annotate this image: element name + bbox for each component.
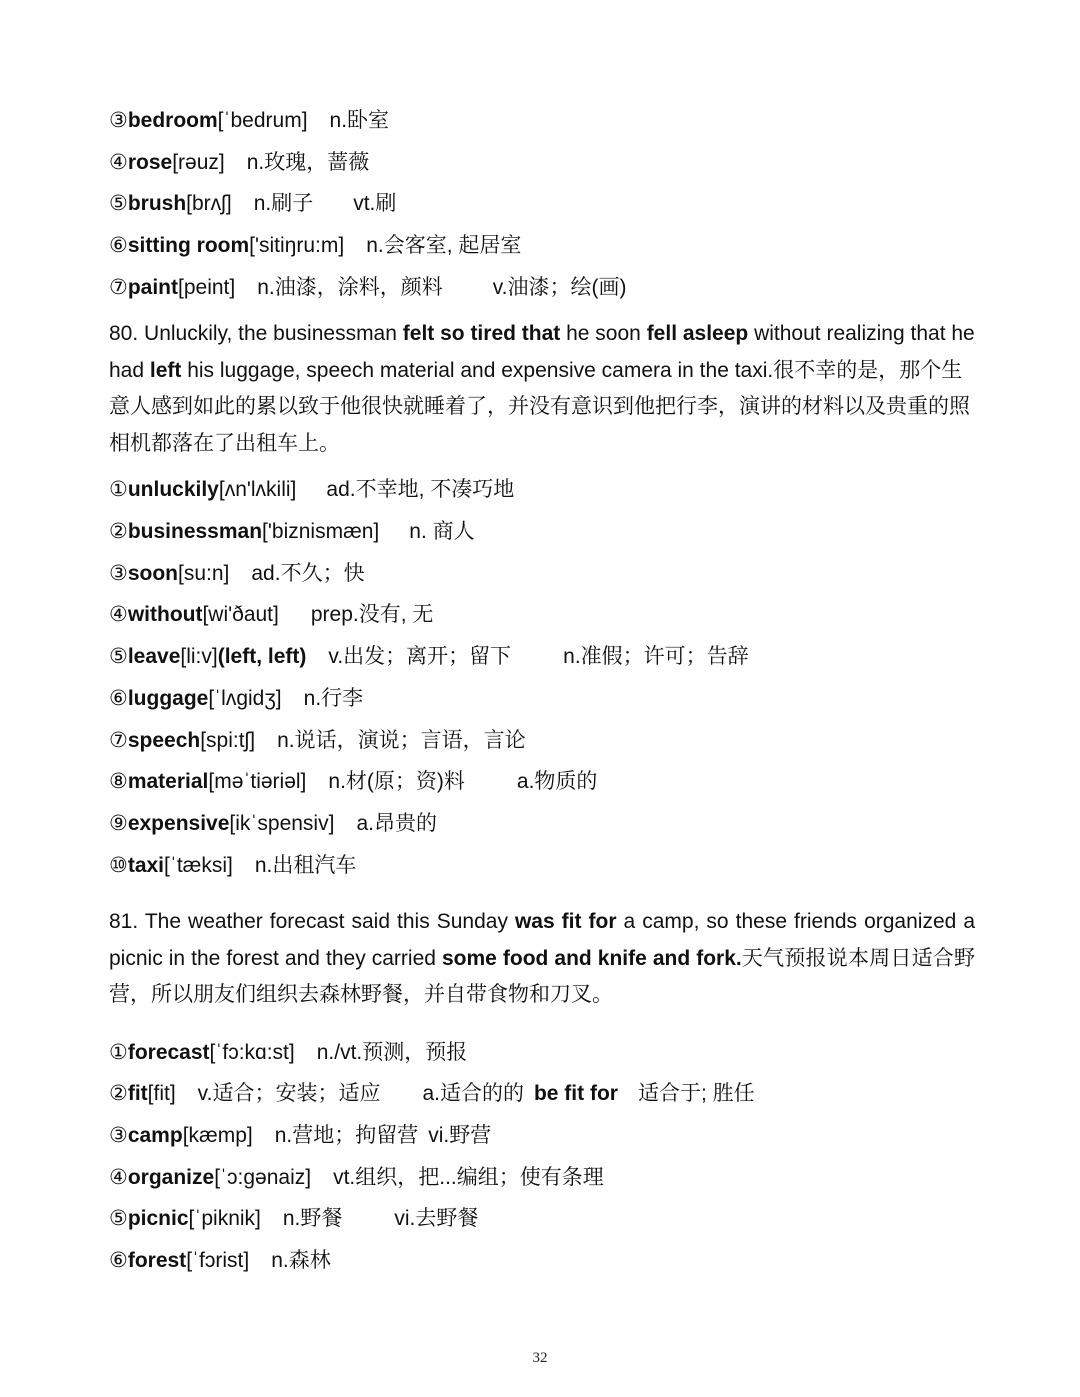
vocab-entry: ④rose[rəuz] n.玫瑰，蔷薇 xyxy=(109,151,370,174)
vocab-entry: ⑤brush[brʌʃ] n.刷子 vt.刷 xyxy=(109,192,397,215)
vocab-entry: ⑦paint[peint] n.油漆，涂料，颜料 v.油漆；绘(画) xyxy=(109,276,627,299)
vocab-entry: ①unluckily[ʌn'lʌkili] ad.不幸地, 不凑巧地 xyxy=(109,478,515,501)
vocab-entry: ⑤leave[li:v](left, left) v.出发；离开；留下 n.准假；许可；告辞 xyxy=(109,645,749,668)
vocab-entry: ③camp[kæmp] n.营地；拘留营 vi.野营 xyxy=(109,1124,492,1147)
example-sentence-80: 80. Unluckily, the businessman felt so tired that he soon fell asleep without realizing that he had left his luggage, speech material and expensive camera in the taxi.很不幸的是，那个生意人感到如此的累以致于他很快就睡着了，并没有意识到他把行李，演讲的材料以及贵重的照相机都落在了出租车上。 xyxy=(109,322,975,455)
vocab-entry: ⑥luggage[ˈlʌgidʒ] n.行李 xyxy=(109,687,364,710)
vocab-entry: ⑤picnic[ˈpiknik] n.野餐 vi.去野餐 xyxy=(109,1207,479,1230)
vocab-entry: ⑥forest[ˈfɔrist] n.森林 xyxy=(109,1249,331,1272)
vocab-entry: ⑩taxi[ˈtæksi] n.出租汽车 xyxy=(109,854,357,877)
vocab-entry: ①forecast[ˈfɔ:kɑ:st] n./vt.预测，预报 xyxy=(109,1041,468,1064)
vocab-entry: ⑦speech[spi:tʃ] n.说话，演说；言语，言论 xyxy=(109,729,526,752)
vocab-entry: ⑧material[məˈtiəriəl] n.材(原；资)料 a.物质的 xyxy=(109,770,598,793)
vocab-entry: ③soon[su:n] ad.不久；快 xyxy=(109,562,365,585)
vocab-entry: ④organize[ˈɔ:gənaiz] vt.组织，把...编组；使有条理 xyxy=(109,1166,604,1189)
page-number: 32 xyxy=(532,1350,548,1366)
vocab-entry: ②businessman['biznismæn] n. 商人 xyxy=(109,520,475,543)
vocab-entry: ③bedroom[ˈbedrum] n.卧室 xyxy=(109,109,390,132)
vocab-entry: ②fit[fit] v.适合；安装；适应 a.适合的的 be fit for 适合于; 胜任 xyxy=(109,1082,755,1105)
vocab-entry: ④without[wi'ðaut] prep.没有, 无 xyxy=(109,603,434,626)
example-sentence-81: 81. The weather forecast said this Sunday was fit for a camp, so these friends organized a picnic in the forest and they carried some food and knife and fork.天气预报说本周日适合野营，所以朋友们组织去森林野餐，并自带食物和刀叉。 xyxy=(109,910,976,1006)
vocab-entry: ⑥sitting room['sitiŋru:m] n.会客室, 起居室 xyxy=(109,234,522,257)
vocab-entry: ⑨expensive[ikˈspensiv] a.昂贵的 xyxy=(109,812,437,835)
